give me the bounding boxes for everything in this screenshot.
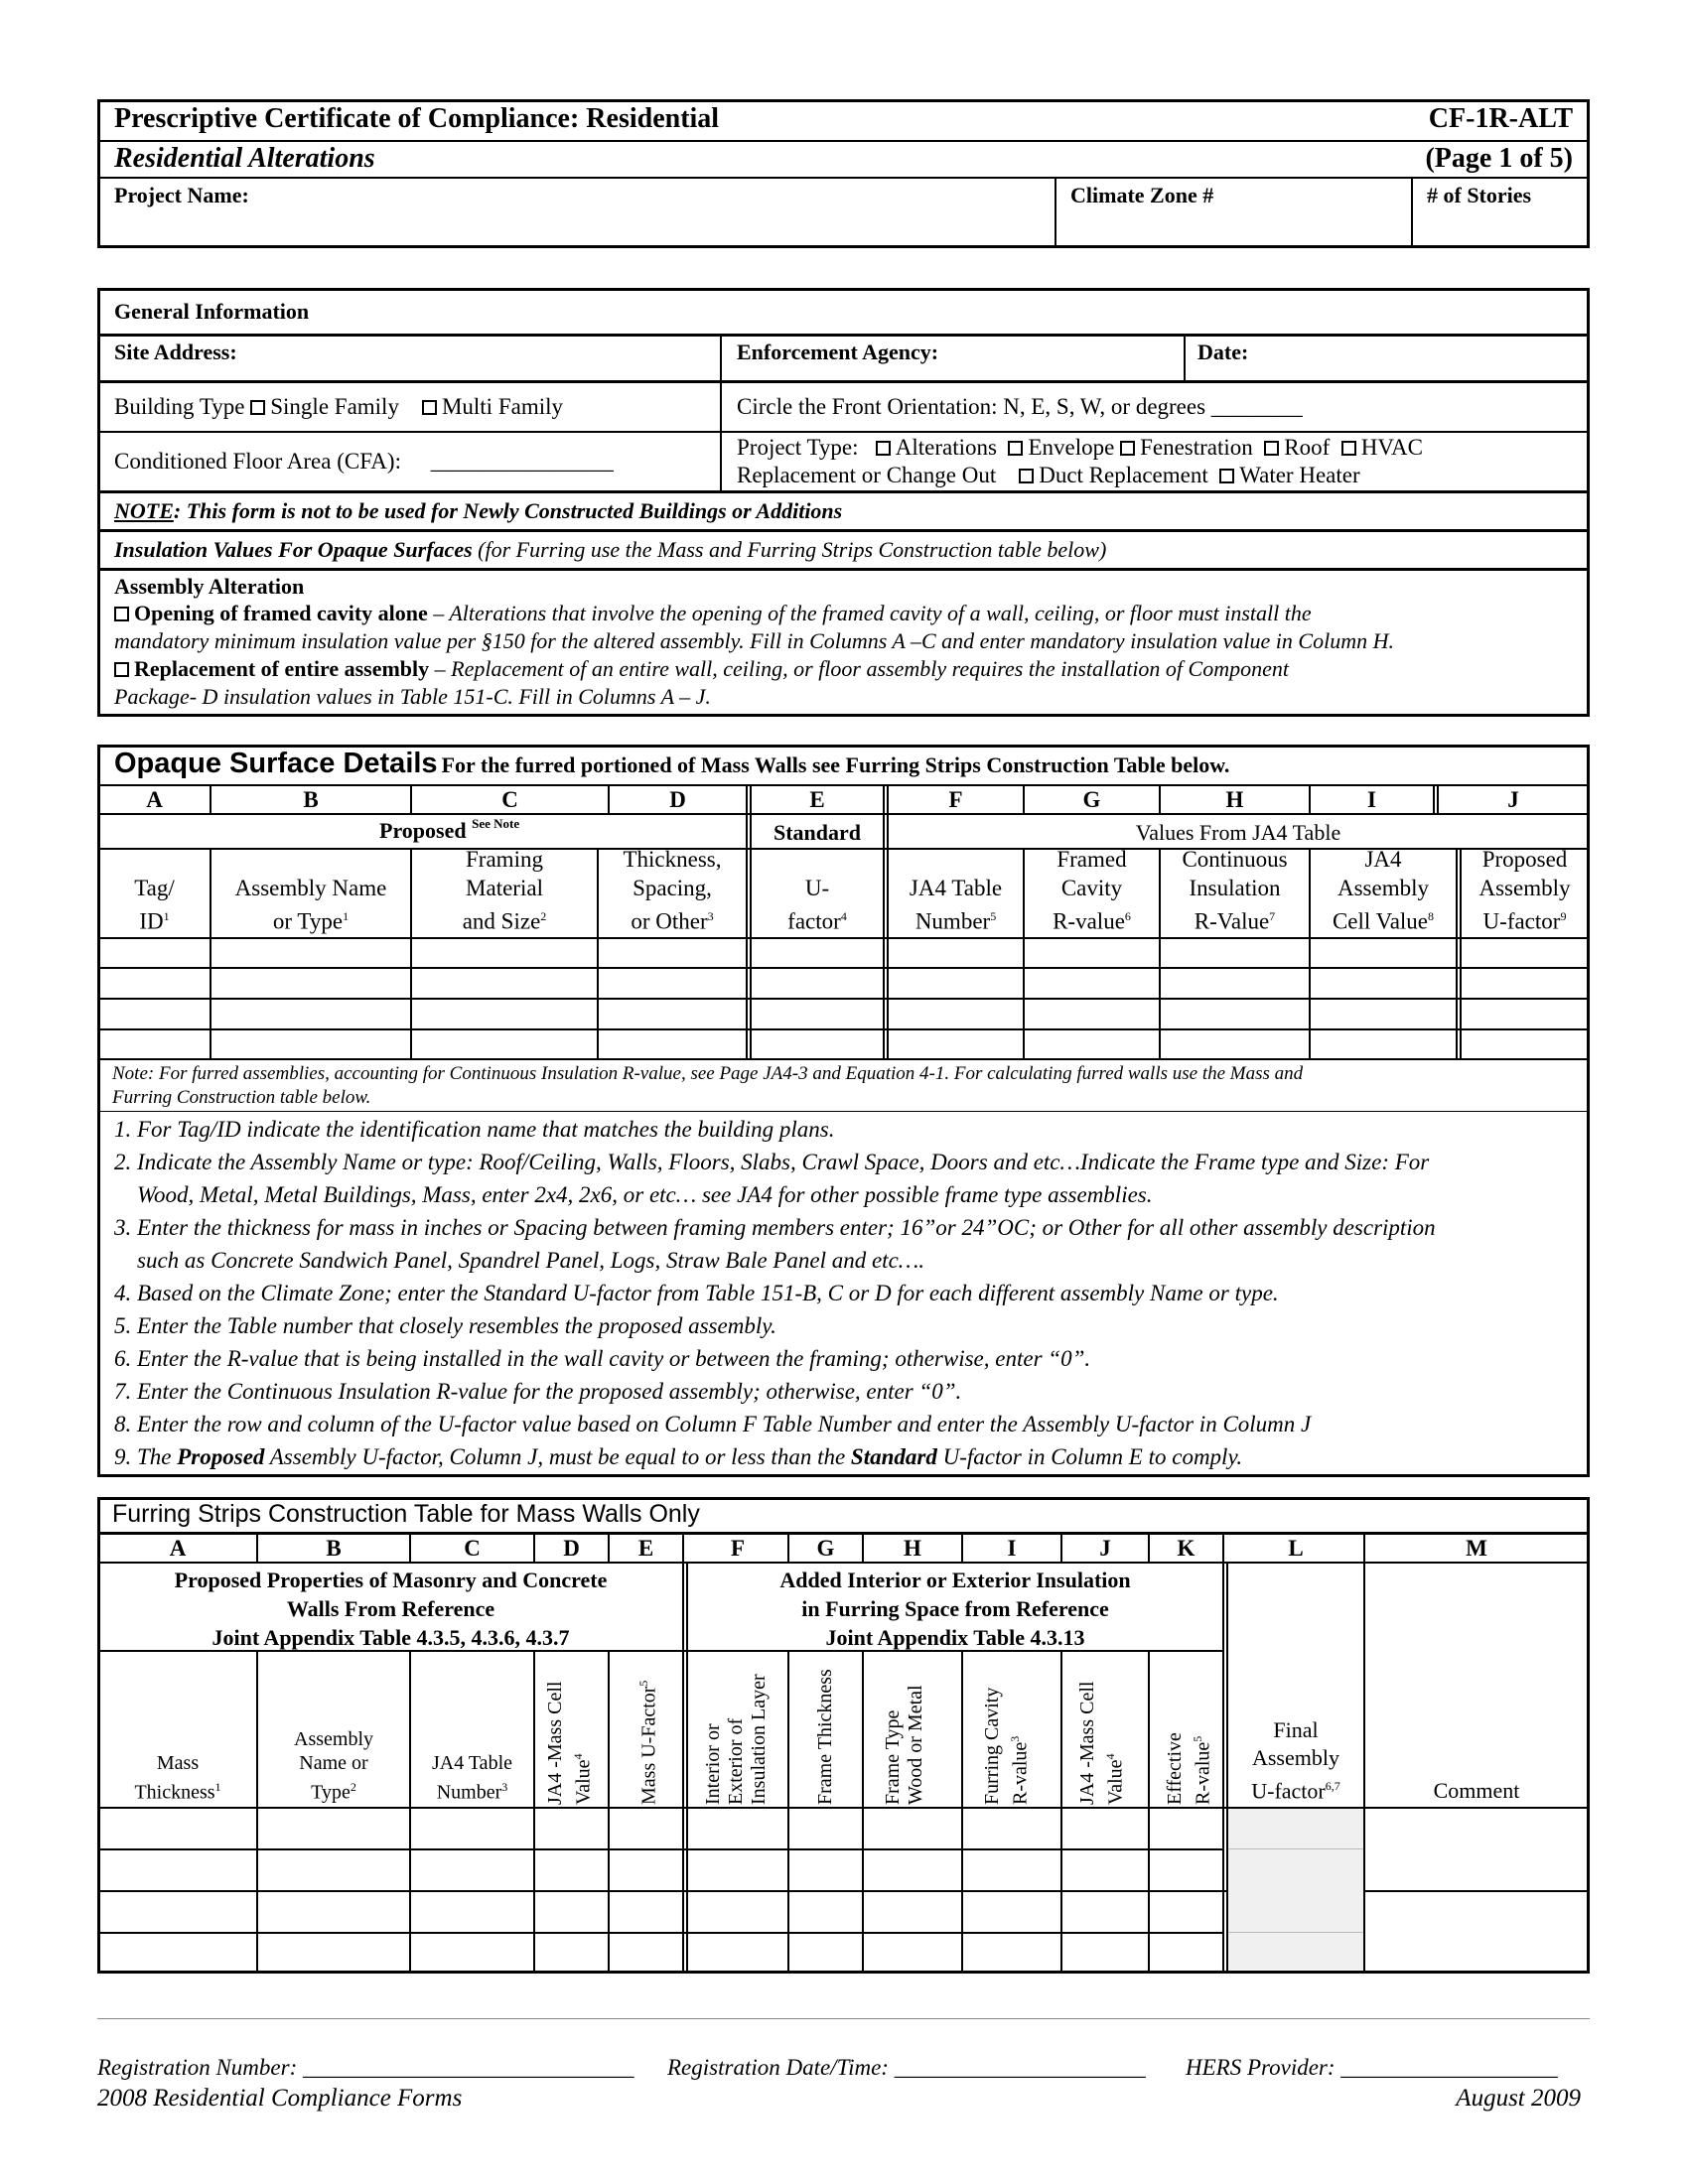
continuous-header-3: R-Value — [1194, 909, 1270, 934]
footnote-4: 4. Based on the Climate Zone; enter the Standard U-factor from Table 151-B, C or D for each different assembly Name or type. — [114, 1281, 1279, 1305]
opening-row — [114, 601, 1312, 626]
divider — [97, 140, 1590, 142]
col-letter-d: D — [669, 787, 686, 812]
note-label: NOTE — [114, 498, 174, 523]
col-letter-e: E — [809, 787, 825, 812]
thickness-header-1: Thickness, — [623, 847, 722, 873]
envelope-label: Envelope — [1028, 435, 1115, 460]
footnote-9b: Proposed — [177, 1444, 265, 1469]
insulation-values-label: Insulation Values For Opaque Surfaces — [114, 537, 473, 562]
furring-letter-i: I — [1007, 1536, 1017, 1561]
project-type-row1 — [737, 435, 1423, 461]
col-header-thickness — [599, 847, 746, 936]
assembly-header-2: or Type — [272, 909, 344, 934]
opening-text-2: mandatory minimum insulation value per §150 for the altered assembly. Fill in Columns A –C and enter mandatory insulation value in Column H. — [114, 628, 1394, 653]
project-type-label: Project Type: — [737, 435, 859, 460]
furring-cavity-sup: 3 — [1008, 1735, 1022, 1742]
effective-sup: 5 — [1191, 1735, 1204, 1742]
furring-letter-m: M — [1466, 1536, 1487, 1561]
assembly-name-sup: 2 — [350, 1780, 356, 1795]
col-header-ja4-table — [889, 851, 1023, 936]
framing-header-3: and Size — [462, 909, 541, 934]
furring-ja4-table-1: JA4 Table — [432, 1752, 512, 1775]
divider — [1055, 177, 1056, 246]
cfa-row — [114, 449, 614, 475]
insulation-values-text: (for Furring use the Mass and Furring Strips Construction table below) — [472, 537, 1107, 562]
mass-thickness-sup: 1 — [214, 1780, 221, 1795]
furring-letter-d: D — [563, 1536, 580, 1561]
interior-exterior-2: Exterior of — [725, 1717, 747, 1805]
frame-type-2: Wood or Metal — [905, 1685, 926, 1805]
footnote-2: 2. Indicate the Assembly Name or type: Roof/Ceiling, Walls, Floors, Slabs, Crawl Space, Doors and etc…Indicate the Frame type and Size: For — [114, 1150, 1430, 1174]
general-info-title: General Information — [114, 299, 310, 324]
replacement-assembly-checkbox[interactable] — [114, 662, 129, 677]
framing-header-1: Framing — [466, 847, 543, 873]
interior-exterior-3: Insulation Layer — [748, 1674, 770, 1805]
furring-cavity-1: Furring Cavity — [981, 1687, 1003, 1805]
footnote-9 — [114, 1444, 1242, 1470]
assembly-sup: 1 — [343, 909, 350, 924]
col-letter-b: B — [303, 787, 319, 812]
furring-letter-j: J — [1099, 1536, 1111, 1561]
furring-header-mass-cell — [544, 1656, 596, 1805]
enforcement-agency-label[interactable]: Enforcement Agency: — [737, 340, 939, 364]
furring-letter-f: F — [730, 1536, 746, 1561]
ja4-mass-cell-sup: 4 — [1103, 1753, 1117, 1760]
proposed-group-label — [379, 816, 519, 844]
framed-cavity-header-1: Framed — [1056, 847, 1127, 873]
col-letter-g: G — [1082, 787, 1101, 812]
cell-value-sup: 8 — [1428, 909, 1435, 924]
furring-letter-b: B — [326, 1536, 342, 1561]
opaque-note-1: Note: For furred assemblies, accounting for Continuous Insulation R-value, see Page JA4-3 and Equation 4-1. For calculating furred walls use the Mass and — [112, 1063, 1304, 1084]
interior-exterior-1: Interior or — [702, 1723, 724, 1805]
project-type-row2 — [737, 463, 1360, 488]
framed-cavity-header-3: R-value — [1053, 909, 1125, 934]
final-ufactor-sup: 6,7 — [1325, 1778, 1340, 1793]
divider — [97, 1562, 1590, 1564]
see-note: See Note — [472, 816, 520, 831]
form-subtitle: Residential Alterations — [114, 143, 375, 174]
replacement-assembly-label: Replacement of entire assembly — [134, 656, 430, 681]
replace-row — [114, 656, 1289, 682]
furring-letter-h: H — [904, 1536, 921, 1561]
orientation-label[interactable]: Circle the Front Orientation: N, E, S, W, or degrees ________ — [737, 394, 1303, 419]
mass-thickness-1: Mass — [156, 1752, 200, 1775]
mass-cell-1: JA4 -Mass Cell — [544, 1681, 566, 1805]
furring-letter-l: L — [1288, 1536, 1304, 1561]
building-type-row — [114, 394, 563, 420]
mass-ufactor-1: Mass U-Factor — [637, 1686, 660, 1805]
thickness-header-2: Spacing, — [633, 876, 712, 901]
divider — [720, 334, 722, 492]
duct-replacement-checkbox[interactable] — [1019, 469, 1034, 483]
cell-value-header-1: JA4 — [1364, 847, 1402, 873]
water-heater-checkbox[interactable] — [1219, 469, 1234, 483]
framing-sup: 2 — [540, 909, 547, 924]
building-type-label: Building Type — [114, 394, 245, 419]
divider — [97, 431, 1590, 433]
furring-header-frame-thickness — [814, 1656, 837, 1805]
frame-type-1: Frame Type — [882, 1709, 904, 1805]
insulation-header-3: Joint Appendix Table 4.3.13 — [825, 1625, 1085, 1650]
furring-letter-k: K — [1177, 1536, 1196, 1561]
hers-provider[interactable]: HERS Provider: ___________________ — [1186, 2055, 1558, 2080]
ufactor-sup: 4 — [840, 909, 847, 924]
form-title: Prescriptive Certificate of Compliance: Residential — [114, 103, 720, 134]
col-letter-f: F — [948, 787, 963, 812]
replace-text-2: Package- D insulation values in Table 151-C. Fill in Columns A – J. — [114, 684, 711, 709]
final-ufactor-2: Assembly — [1251, 1744, 1339, 1770]
proposed-ufactor-header-3: U-factor — [1482, 909, 1561, 934]
stories-label[interactable]: # of Stories — [1427, 183, 1532, 207]
site-address-label[interactable]: Site Address: — [114, 340, 237, 364]
divider — [97, 1058, 1590, 1060]
form-id: CF-1R-ALT — [1428, 103, 1573, 134]
replacement-assembly-text: – Replacement of an entire wall, ceiling, or floor assembly requires the installation of Component — [429, 656, 1289, 681]
assembly-name-3: Type — [311, 1782, 351, 1804]
col-letter-j: J — [1507, 787, 1519, 812]
tag-header-2: ID — [139, 909, 164, 934]
divider — [97, 334, 1590, 337]
replacement-label: Replacement or Change Out — [737, 463, 997, 487]
footer-divider — [97, 2018, 1590, 2019]
footer-forms-name: 2008 Residential Compliance Forms — [97, 2085, 463, 2112]
alterations-label: Alterations — [895, 435, 997, 460]
water-heater-label: Water Heater — [1239, 463, 1360, 487]
footnote-3: 3. Enter the thickness for mass in inches or Spacing between framing members enter; 16”or 24”OC; or Other for all other assembly description — [114, 1215, 1436, 1240]
divider — [1433, 784, 1435, 814]
masonry-header-1: Proposed Properties of Masonry and Concrete — [174, 1568, 608, 1592]
opening-cavity-label: Opening of framed cavity alone — [134, 601, 428, 625]
note-row — [114, 498, 842, 524]
single-family-label: Single Family — [270, 394, 399, 419]
furring-header-effective — [1164, 1656, 1215, 1805]
insulation-header-2: in Furring Space from Reference — [801, 1596, 1109, 1621]
climate-zone-label[interactable]: Climate Zone # — [1070, 183, 1214, 207]
roof-label: Roof — [1284, 435, 1331, 460]
insulation-group-header — [688, 1566, 1222, 1652]
single-family-checkbox[interactable] — [250, 400, 265, 415]
footnote-3b: such as Concrete Sandwich Panel, Spandrel Panel, Logs, Straw Bale Panel and etc…. — [137, 1248, 924, 1273]
hvac-label: HVAC — [1360, 435, 1424, 460]
furring-letter-c: C — [464, 1536, 481, 1561]
col-header-framing — [412, 847, 597, 936]
page-number: (Page 1 of 5) — [1425, 143, 1573, 174]
thickness-sup: 3 — [707, 909, 714, 924]
col-letter-i: I — [1367, 787, 1376, 812]
footer-date: August 2009 — [1456, 2085, 1581, 2112]
project-name-label[interactable]: Project Name: — [114, 183, 249, 207]
footnote-5: 5. Enter the Table number that closely resembles the proposed assembly. — [114, 1313, 776, 1338]
furring-letter-g: G — [816, 1536, 835, 1561]
multi-family-checkbox[interactable] — [422, 400, 437, 415]
divider — [97, 568, 1590, 571]
proposed-ufactor-header-2: Assembly — [1478, 876, 1571, 901]
furring-header-ja4-mass-cell — [1076, 1656, 1128, 1805]
tag-header-1: Tag/ — [134, 876, 175, 901]
opaque-title: Opaque Surface Details — [114, 748, 438, 779]
proposed-ufactor-sup: 9 — [1560, 909, 1567, 924]
divider — [97, 490, 1590, 493]
divider — [97, 1111, 1590, 1112]
divider — [97, 380, 1590, 383]
furring-header-mass-thickness — [99, 1652, 256, 1805]
furring-header-furring-cavity — [981, 1656, 1033, 1805]
alterations-checkbox[interactable] — [876, 441, 891, 456]
proposed-ufactor-header-1: Proposed — [1481, 847, 1568, 873]
mass-ufactor-sup: 5 — [636, 1680, 650, 1687]
registration-date[interactable]: Registration Date/Time: ______________________ — [667, 2055, 1146, 2080]
ufactor-header-2: factor — [787, 909, 841, 934]
footnote-2b: Wood, Metal, Metal Buildings, Mass, enter 2x4, 2x6, or etc… see JA4 for other possible frame type assemblies. — [137, 1182, 1153, 1207]
envelope-checkbox[interactable] — [1008, 441, 1023, 456]
mass-cell-sup: 4 — [571, 1753, 585, 1760]
masonry-header-2: Walls From Reference — [286, 1596, 495, 1621]
col-letter-h: H — [1225, 787, 1244, 812]
fenestration-label: Fenestration — [1140, 435, 1253, 460]
assembly-alteration-label: Assembly Alteration — [114, 574, 305, 599]
furring-header-comment: Comment — [1433, 1778, 1520, 1803]
fenestration-checkbox[interactable] — [1120, 441, 1135, 456]
frame-thickness-1: Frame Thickness — [814, 1669, 836, 1805]
proposed-label: Proposed — [379, 818, 467, 843]
furring-letter-a: A — [169, 1536, 187, 1561]
thickness-header-3: or Other — [631, 909, 708, 934]
divider — [97, 529, 1590, 532]
col-header-assembly — [211, 851, 410, 936]
note-text: : This form is not to be used for Newly Constructed Buildings or Additions — [173, 498, 843, 523]
col-letter-c: C — [501, 787, 518, 812]
col-letter-a: A — [146, 787, 163, 812]
effective-2: R-value — [1192, 1741, 1214, 1805]
footnote-9c: Assembly U-factor, Column J, must be equal to or less than the — [264, 1444, 851, 1469]
furring-ja4-table-2: Number — [436, 1782, 502, 1804]
tag-sup: 1 — [163, 909, 170, 924]
divider — [1184, 334, 1186, 383]
ja4-table-sup: 5 — [990, 909, 997, 924]
framed-cavity-header-2: Cavity — [1060, 876, 1123, 901]
insulation-header-1: Added Interior or Exterior Insulation — [779, 1568, 1131, 1592]
footnote-9d: Standard — [850, 1444, 937, 1469]
furring-header-mass-ufactor — [633, 1656, 661, 1805]
footnote-8: 8. Enter the row and column of the U-factor value based on Column F Table Number and enter the Assembly U-factor in Column J — [114, 1412, 1312, 1436]
opaque-data-rows[interactable] — [99, 939, 1588, 1058]
mass-thickness-2: Thickness — [134, 1782, 215, 1804]
footnote-9a: 9. The — [114, 1444, 178, 1469]
footnote-9e: U-factor in Column E to comply. — [936, 1444, 1243, 1469]
ja4-mass-cell-1: JA4 -Mass Cell — [1076, 1681, 1098, 1805]
footnote-1: 1. For Tag/ID indicate the identification name that matches the building plans. — [114, 1117, 835, 1142]
opaque-title-row — [114, 748, 1229, 780]
multi-family-label: Multi Family — [441, 394, 563, 419]
insulation-values-row — [114, 537, 1106, 563]
col-header-cell-value — [1311, 847, 1456, 936]
col-header-proposed-ufactor — [1462, 847, 1588, 936]
footnote-7: 7. Enter the Continuous Insulation R-value for the proposed assembly; otherwise, enter “0”. — [114, 1379, 962, 1404]
registration-number[interactable]: Registration Number: _____________________________ — [97, 2055, 634, 2080]
divider — [1411, 177, 1413, 246]
cfa-input[interactable]: ________________ — [430, 449, 614, 474]
final-ufactor-1: Final — [1273, 1716, 1319, 1742]
col-header-tag — [99, 851, 210, 936]
furring-header-ja4-table — [411, 1652, 533, 1805]
cell-value-header-2: Assembly — [1336, 876, 1429, 901]
col-header-continuous — [1161, 847, 1309, 936]
assembly-name-1: Assembly — [294, 1728, 373, 1751]
col-header-framed-cavity — [1025, 847, 1159, 936]
effective-1: Effective — [1164, 1732, 1186, 1805]
opaque-note-2: Furring Construction table below. — [112, 1087, 371, 1108]
masonry-header-3: Joint Appendix Table 4.3.5, 4.3.6, 4.3.7 — [211, 1625, 570, 1650]
ja4-mass-cell-2: Value — [1104, 1759, 1127, 1805]
furring-header-frame-type — [882, 1656, 927, 1805]
assembly-name-2: Name or — [299, 1752, 368, 1775]
continuous-header-1: Continuous — [1182, 847, 1288, 873]
roof-checkbox[interactable] — [1264, 441, 1279, 456]
ufactor-header-1: U- — [804, 876, 830, 901]
opening-cavity-checkbox[interactable] — [114, 607, 129, 621]
furring-data-rows[interactable] — [99, 1809, 1588, 1972]
furring-header-interior-exterior — [702, 1656, 771, 1805]
hvac-checkbox[interactable] — [1341, 441, 1356, 456]
ja4-group-label: Values From JA4 Table — [1135, 820, 1341, 845]
masonry-group-header — [99, 1566, 682, 1652]
divider — [682, 1534, 684, 1563]
continuous-sup: 7 — [1269, 909, 1276, 924]
footnote-6: 6. Enter the R-value that is being installed in the wall cavity or between the framing; otherwise, enter “0”. — [114, 1346, 1091, 1371]
ja4-table-header-1: JA4 Table — [909, 876, 1003, 901]
col-header-ufactor — [752, 851, 883, 936]
cfa-label: Conditioned Floor Area (CFA): — [114, 449, 401, 474]
standard-group-label: Standard — [773, 820, 862, 845]
furring-header-final-ufactor — [1228, 1652, 1363, 1805]
opaque-subtitle: For the furred portioned of Mass Walls see Furring Strips Construction Table below. — [441, 752, 1230, 777]
divider — [97, 177, 1590, 179]
furring-cavity-2: R-value — [1009, 1741, 1032, 1805]
cell-value-header-3: Cell Value — [1332, 909, 1429, 934]
furring-letter-e: E — [637, 1536, 654, 1561]
furring-ja4-table-sup: 3 — [501, 1780, 508, 1795]
assembly-header-1: Assembly Name — [234, 876, 387, 901]
divider — [1222, 1534, 1224, 1563]
framing-header-2: Material — [466, 876, 543, 901]
ja4-table-header-2: Number — [914, 909, 991, 934]
mass-cell-2: Value — [572, 1759, 595, 1805]
final-ufactor-3: U-factor — [1251, 1778, 1326, 1803]
opening-cavity-text: – Alterations that involve the opening of the framed cavity of a wall, ceiling, or floor must install the — [427, 601, 1312, 625]
continuous-header-2: Insulation — [1189, 876, 1281, 901]
furring-header-assembly-name — [258, 1652, 409, 1805]
duct-replacement-label: Duct Replacement — [1039, 463, 1208, 487]
date-label[interactable]: Date: — [1197, 340, 1249, 364]
framed-cavity-sup: 6 — [1124, 909, 1131, 924]
furring-title: Furring Strips Construction Table for Mass Walls Only — [112, 1500, 700, 1528]
